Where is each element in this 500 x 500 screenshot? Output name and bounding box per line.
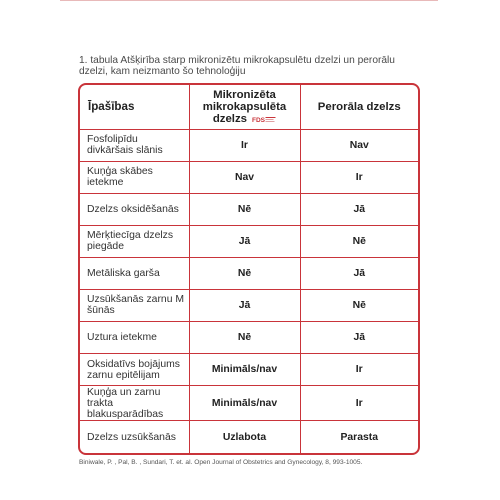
row-property-cell: Dzelzs oksidēšanās — [80, 193, 189, 225]
table-caption: 1. tabula Atšķirība starp mikronizētu mikrokapsulētu dzelzi un perorālu dzelzi, kam neizmanto šo tehnoloģiju — [79, 55, 395, 77]
comparison-table — [80, 85, 418, 453]
row-property-cell: Kuņģa skābes ietekme — [80, 161, 189, 193]
row-oral-value: Ir — [300, 161, 418, 193]
row-micronized-value: Jā — [189, 289, 300, 321]
row-oral-value: Nē — [300, 289, 418, 321]
header-properties: Īpašības — [80, 85, 189, 129]
row-property-cell: Uztura ietekme — [80, 321, 189, 353]
table-row — [80, 289, 418, 321]
row-property-cell: Kuņģa un zarnu trakta blakusparādības — [80, 386, 189, 421]
row-micronized-value: Minimāls/nav — [189, 386, 300, 421]
row-property-cell: Mērķtiecīga dzelzs piegāde — [80, 225, 189, 257]
header-oral-iron: Perorāla dzelzs — [300, 85, 418, 129]
comparison-table-frame — [78, 83, 420, 455]
table-row — [80, 354, 418, 386]
header-micro-line1: Mikronizēta — [213, 89, 276, 102]
svg-text:FDS: FDS — [252, 116, 266, 124]
row-property-cell: Metāliska garša — [80, 257, 189, 289]
row-micronized-value: Nav — [189, 161, 300, 193]
header-micronized-iron — [189, 85, 300, 129]
source-citation: Biniwale, P. , Pal, B. , Sundari, T. et. al. Open Journal of Obstetrics and Gynecology, 8, 993-1005. — [79, 459, 363, 466]
table-row — [80, 321, 418, 353]
table-row — [80, 129, 418, 161]
row-micronized-value: Jā — [189, 225, 300, 257]
row-property-cell: Fosfolipīdu divkāršais slānis — [80, 129, 189, 161]
row-oral-value: Ir — [300, 386, 418, 421]
row-oral-value: Nē — [300, 225, 418, 257]
row-oral-value: Jā — [300, 257, 418, 289]
row-property-cell: Oksidatīvs bojājums zarnu epitēlijam — [80, 354, 189, 386]
table-header-row — [80, 85, 418, 129]
row-micronized-value: Nē — [189, 321, 300, 353]
row-micronized-value: Nē — [189, 257, 300, 289]
row-oral-value: Parasta — [300, 421, 418, 453]
table-row — [80, 386, 418, 421]
header-micro-line2: mikrokapsulēta — [202, 101, 287, 114]
top-divider — [60, 0, 438, 1]
table-row — [80, 257, 418, 289]
table-row — [80, 421, 418, 453]
table-row — [80, 193, 418, 225]
row-oral-value: Ir — [300, 354, 418, 386]
row-oral-value: Nav — [300, 129, 418, 161]
row-micronized-value: Uzlabota — [189, 421, 300, 453]
table-body — [80, 129, 418, 453]
row-micronized-value: Nē — [189, 193, 300, 225]
row-oral-value: Jā — [300, 193, 418, 225]
row-micronized-value: Minimāls/nav — [189, 354, 300, 386]
header-micro-line3: dzelzs — [212, 113, 247, 126]
row-property-cell: Uzsūkšanās zarnu M šūnās — [80, 289, 189, 321]
table-row — [80, 225, 418, 257]
row-property-cell: Dzelzs uzsūkšanās — [80, 421, 189, 453]
brand-logo-icon — [252, 115, 276, 124]
row-oral-value: Jā — [300, 321, 418, 353]
table-row — [80, 161, 418, 193]
row-micronized-value: Ir — [189, 129, 300, 161]
